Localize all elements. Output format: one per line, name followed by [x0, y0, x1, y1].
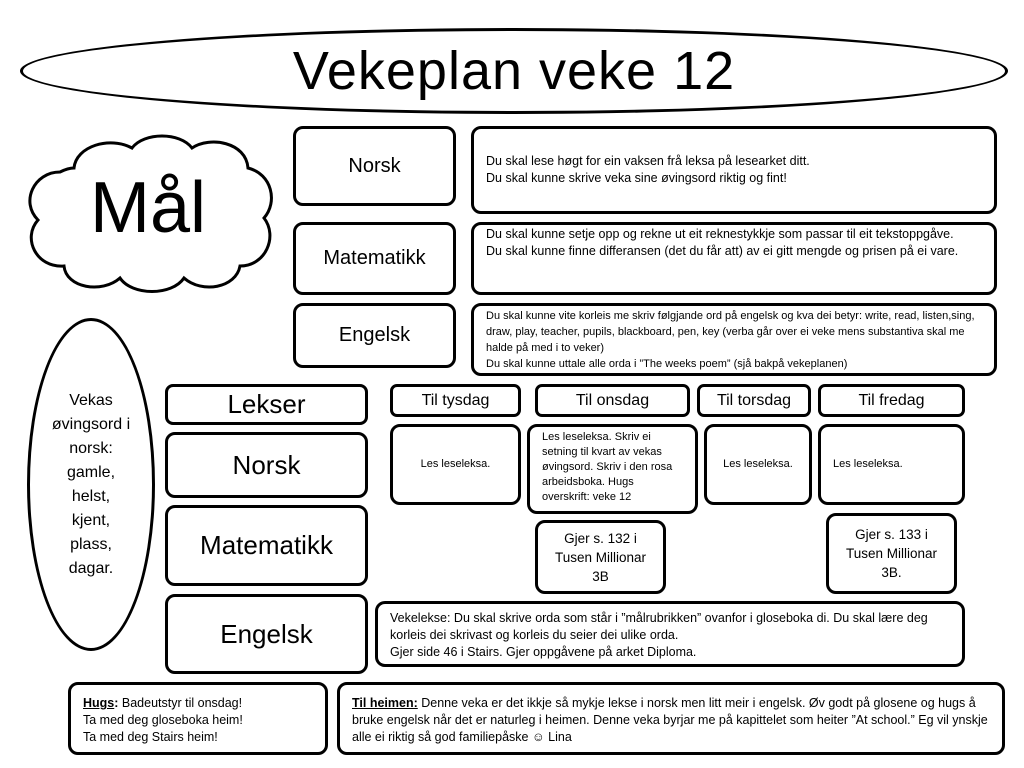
homework-cell-text: Gjer s. 133 i Tusen Millionar 3B.	[845, 527, 938, 580]
day-header-onsdag	[535, 384, 690, 417]
day-header-tysdag	[390, 384, 521, 417]
homework-cell-text: Gjer s. 132 i Tusen Millionar 3B	[554, 530, 647, 584]
weekly-words-oval	[27, 318, 155, 651]
homework-cell-text: Les leseleksa.	[723, 458, 793, 470]
homework-engelsk-line: Gjer side 46 i Stairs. Gjer oppgåvene på arket Diploma.	[390, 645, 697, 659]
goal-subject-engelsk	[293, 303, 456, 368]
day-header-fredag	[818, 384, 965, 417]
reminder-line: Ta med deg gloseboka heim!	[83, 713, 243, 727]
home-note-box	[337, 682, 1005, 755]
weekly-word: dagar.	[68, 559, 114, 577]
goal-subject-matematikk	[293, 222, 456, 295]
weekly-word: plass,	[70, 535, 112, 553]
day-header-label: Til onsdag	[575, 391, 650, 409]
weekly-word: helst,	[71, 487, 111, 505]
goal-subject-engelsk-label: Engelsk	[338, 324, 411, 346]
weekly-word: gamle,	[66, 463, 116, 481]
homework-norsk-torsdag	[704, 424, 812, 505]
homework-norsk-fredag	[818, 424, 965, 505]
homework-matematikk-onsdag	[535, 520, 666, 594]
reminder-line: Ta med deg Stairs heim!	[83, 730, 218, 744]
day-header-label: Til torsdag	[716, 391, 792, 409]
homework-norsk-tysdag	[390, 424, 521, 505]
day-header-torsdag	[697, 384, 811, 417]
day-header-label: Til fredag	[858, 391, 925, 409]
goal-norsk-line: Du skal kunne skrive veka sine øvingsord riktig og fint!	[486, 171, 787, 185]
homework-engelsk-line: Vekelekse: Du skal skrive orda som står i ”målrubrikken” ovanfor i gloseboka di. Du skal lære deg korleis dei skrivast og korleis du seier dei ulike orda.	[390, 611, 928, 642]
reminders-box: Hugs: Badeutstyr til onsdag! Ta med deg gloseboka heim! Ta med deg Stairs heim!	[68, 682, 328, 755]
page-title: Vekeplan veke 12	[292, 41, 736, 101]
homework-cell-text: Les leseleksa.	[833, 458, 903, 470]
homework-subject-engelsk	[165, 594, 368, 674]
weekly-word: kjent,	[71, 511, 111, 529]
goal-engelsk-line: Du skal kunne uttale alle orda i ”The weeks poem” (sjå bakpå vekeplanen)	[486, 358, 848, 370]
reminders-first-line: Badeutstyr til onsdag!	[118, 696, 243, 710]
homework-heading	[165, 384, 368, 425]
goal-subject-norsk	[293, 126, 456, 206]
homework-subject-label: Engelsk	[220, 618, 313, 649]
goal-text-engelsk	[471, 303, 997, 376]
goals-heading: Mål	[89, 168, 206, 248]
homework-cell-text: Les leseleksa.	[420, 458, 491, 470]
day-header-label: Til tysdag	[421, 391, 490, 409]
goal-subject-matematikk-label: Matematikk	[323, 247, 426, 269]
goal-subject-norsk-label: Norsk	[348, 154, 401, 177]
homework-subject-label: Norsk	[232, 449, 301, 480]
goal-norsk-line: Du skal lese høgt for ein vaksen frå leksa på lesearket ditt.	[486, 154, 810, 168]
goal-text-norsk	[471, 126, 997, 214]
title-oval	[20, 28, 1008, 114]
homework-engelsk-text	[375, 601, 965, 667]
reminders-label: Hugs	[83, 696, 115, 710]
homework-subject-matematikk	[165, 505, 368, 586]
homework-subject-norsk	[165, 432, 368, 498]
home-note-label: Til heimen:	[352, 696, 418, 710]
goal-engelsk-line: Du skal kunne vite korleis me skriv følgjande ord på engelsk og kva dei betyr: write, read, listen,sing, draw, play, teacher, pupils, blackboard, pen, key (verba går over ei veke mens substantiva skal me halde på med i to veker)	[486, 310, 975, 354]
goal-matematikk-line: Du skal kunne setje opp og rekne ut eit reknestykkje som passar til eit tekstoppgåve.	[486, 227, 954, 241]
homework-heading-label: Lekser	[227, 389, 306, 419]
homework-subject-label: Matematikk	[200, 530, 333, 560]
goal-matematikk-line: Du skal kunne finne differansen (det du får att) av ei gitt mengde og prisen på ei vare.	[486, 243, 959, 258]
weekly-words-label: Vekas øvingsord i norsk:	[51, 391, 131, 457]
homework-cell-text: Les leseleksa. Skriv ei setning til kvart av vekas øvingsord. Skriv i den rosa arbeidsboka. Hugs overskrift: veke 12	[542, 431, 673, 503]
homework-norsk-onsdag	[527, 424, 698, 514]
goal-text-matematikk	[471, 222, 997, 295]
homework-matematikk-fredag	[826, 513, 957, 594]
home-note-text: Denne veka er det ikkje så mykje lekse i norsk men litt meir i engelsk. Øv godt på glosene og hugs å bruke engelsk når det er naturleg i heimen. Denne veka byrjar me på kapittelet som heiter ”At school.” Eg vil ynskje alle ei riktig så god familiepåske ☺ Lina	[352, 696, 988, 744]
